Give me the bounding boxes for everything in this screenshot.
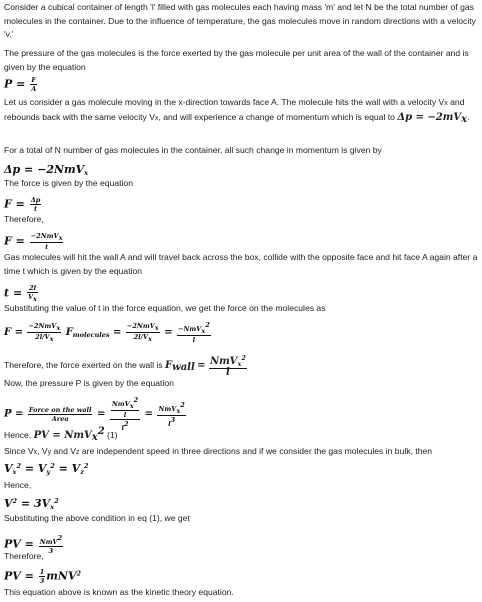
substitute-text: Substituting the value of t in the force equation, we get the force on the molecules as bbox=[4, 303, 326, 313]
equation-force-2: F = $\frac{\text{−2NmVx}}{t}$ bbox=[4, 232, 63, 251]
equation-delta-p: Δp = −2NmV$_x$ bbox=[4, 163, 89, 177]
since-paragraph: Since Vx, Vy and Vz are independent speed in three directions and if we consider the gas molecules in bulk, then bbox=[4, 446, 433, 456]
therefore-1: Therefore, bbox=[4, 214, 44, 224]
intro-paragraph: Consider a cubical container of length 'l' filled with gas molecules each having mass 'm' and let N be the total number of gas molecules in the container. Due to the influence of temperature, the gas molecules move in random directions with a velocity 'v.' bbox=[4, 2, 476, 39]
wall-force-text: Therefore, the force exerted on the wall is Fwall = $\frac{NmV_x^2}{l}$ bbox=[4, 354, 246, 378]
hence-line: Hence, PV = NmVx2 (1) bbox=[4, 426, 118, 443]
pressure-definition: The pressure of the gas molecules is the force exerted by the gas molecule per unit area of the wall of the container and is given by the equation bbox=[4, 48, 469, 72]
therefore-2: Therefore, bbox=[4, 551, 44, 561]
equation-pressure-2: P = $\frac{\text{Force on the wall}}{\text{Area}}$ = $\frac{\frac{\text{NmVx2}}{l}}{l2}$ = $\frac{\text{NmVx2}}{l3}$ bbox=[4, 396, 185, 432]
travel-paragraph: Gas molecules will hit the wall A and will travel back across the box, collide with the opposite face and hit face A again after a time t which is given by the equation bbox=[4, 252, 478, 276]
pressure-now-text: Now, the pressure P is given by the equation bbox=[4, 378, 174, 388]
conclusion-text: This equation above is known as the kinetic theory equation. bbox=[4, 587, 234, 597]
equation-force: F = $\frac{\Delta p}{t}$ bbox=[4, 196, 41, 213]
equation-pv: PV = $\frac{\text{NmV2}}{3}$ bbox=[4, 534, 63, 555]
equation-pressure: P = $\frac{F}{A}$ bbox=[4, 76, 37, 93]
equation-v-squared: $V^2 = 3V_x^2$ bbox=[4, 497, 59, 511]
equation-velocity-components: $V_x^2 = V_y^2 = V_z^2$ bbox=[4, 462, 89, 476]
substitute-condition-text: Substituting the above condition in eq (1), we get bbox=[4, 513, 190, 523]
force-text: The force is given by the equation bbox=[4, 178, 133, 188]
hence-2: Hence, bbox=[4, 480, 32, 490]
total-molecules-text: For a total of N number of gas molecules in the container, all such change in momentum is given by bbox=[4, 145, 382, 155]
molecule-paragraph: Let us consider a gas molecule moving in the x-direction towards face A. The molecule hits the wall with a velocity Vx and rebounds back with the same velocity Vx, and will experience a change of momentum which is equal to Δp = −2mVx. bbox=[4, 97, 470, 125]
equation-kinetic-theory: PV = $\frac{1}{3}$ mNV$^2$ bbox=[4, 568, 82, 585]
equation-time: t = $\frac{2l}{Vx}$ bbox=[4, 284, 37, 303]
equation-force-molecules: F = $\frac{\text{−2NmVx}}{2l/Vx}$ $F_{molecules}$ = $\frac{\text{−2NmVx}}{2l/Vx}$ = $\frac{\text{−NmVx2}}{l}$ bbox=[4, 321, 210, 344]
